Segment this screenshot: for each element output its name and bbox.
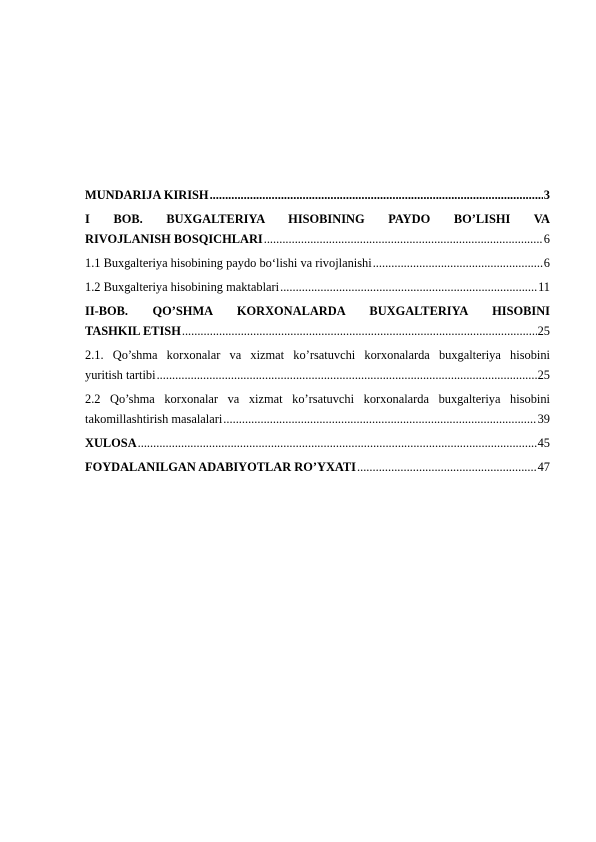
toc-leader-dots (210, 185, 543, 205)
toc-page-number: 45 (537, 436, 550, 450)
toc-entry-section-1-2[interactable] (85, 277, 550, 297)
toc-page-number: 47 (537, 460, 550, 474)
toc-title-line-1: II-BOB. QO’SHMA KORXONALARDA BUXGALTERIYA HISOBINI (85, 304, 550, 318)
toc-page-number: 11 (538, 280, 550, 294)
toc-entry-adabiyotlar[interactable] (85, 457, 550, 477)
toc-title: 1.1 Buxgalteriya hisobining paydo bo‘lishi va rivojlanishi (85, 256, 372, 270)
toc-leader-dots (223, 409, 536, 429)
toc-entry-section-2-1[interactable] (85, 345, 550, 385)
toc-title: XULOSA (85, 436, 137, 450)
toc-leader-dots (373, 253, 543, 273)
toc-title-line-2: takomillashtirish masalalari (85, 412, 223, 426)
toc-page-number: 25 (537, 324, 550, 338)
toc-leader-dots (182, 321, 537, 341)
toc-entry-chapter-1[interactable] (85, 209, 550, 249)
toc-entry-section-2-2[interactable] (85, 389, 550, 429)
toc-title: MUNDARIJA KIRISH (85, 188, 209, 202)
toc-page-number: 39 (537, 412, 550, 426)
toc-title-line-1: 2.1. Qo’shma korxonalar va xizmat ko’rsatuvchi korxonalarda buxgalteriya hisobini (85, 348, 550, 362)
toc-page-number: 25 (537, 368, 550, 382)
toc-leader-dots (357, 457, 537, 477)
toc-entry-section-1-1[interactable] (85, 253, 550, 273)
toc-entry-kirish[interactable] (85, 185, 550, 205)
toc-title-line-1: I BOB. BUXGALTERIYA HISOBINING PAYDO BO’LISHI VA (85, 212, 550, 226)
toc-title: 1.2 Buxgalteriya hisobining maktablari (85, 280, 280, 294)
toc-entry-xulosa[interactable] (85, 433, 550, 453)
toc-page-number: 3 (543, 188, 550, 202)
table-of-contents (85, 185, 550, 481)
toc-title: FOYDALANILGAN ADABIYOTLAR RO’YXATI (85, 460, 357, 474)
toc-title-line-2: yuritish tartibi (85, 368, 156, 382)
toc-title-line-2: TASHKIL ETISH (85, 324, 181, 338)
toc-leader-dots (264, 229, 543, 249)
toc-leader-dots (280, 277, 537, 297)
toc-title-line-1: 2.2 Qo’shma korxonalar va xizmat ko’rsatuvchi korxonalarda buxgalteriya hisobini (85, 392, 550, 406)
toc-title-line-2: RIVOJLANISH BOSQICHLARI (85, 232, 263, 246)
toc-page-number: 6 (543, 232, 550, 246)
toc-leader-dots (138, 433, 537, 453)
toc-entry-chapter-2[interactable] (85, 301, 550, 341)
toc-leader-dots (157, 365, 537, 385)
toc-page-number: 6 (543, 256, 550, 270)
